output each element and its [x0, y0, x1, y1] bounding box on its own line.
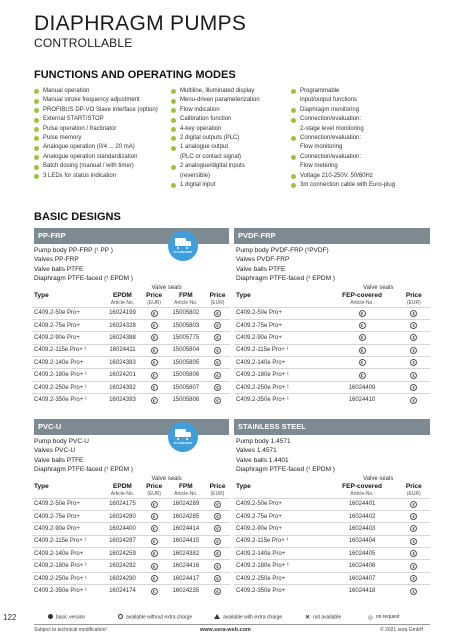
- price-on-request-icon: €: [214, 310, 221, 317]
- spec-line: Diaphragm PTFE-faced (¹ EPDM ): [236, 465, 335, 473]
- feature-item: Calibration function: [171, 115, 260, 124]
- spec-line: Diaphragm PTFE-faced (¹ EPDM ): [236, 274, 335, 282]
- price-on-request-icon: €: [410, 525, 417, 532]
- bullet-dot-icon: [34, 165, 39, 170]
- table-subheader-row: Article-No. (EUR): [350, 299, 421, 306]
- spec-line: Diaphragm PTFE-faced (¹ EPDM ): [34, 465, 133, 473]
- bullet-dot-icon: [34, 155, 39, 160]
- filled-dot-icon: [48, 614, 53, 619]
- feature-item: Pulse operation / fractinator: [34, 125, 158, 134]
- price-on-request-icon: €: [214, 322, 221, 329]
- bullet-dot-icon: [171, 99, 176, 104]
- panel-header-pvc-u: [34, 419, 229, 435]
- price-on-request-icon: €: [410, 310, 417, 317]
- website-link[interactable]: www.sera-web.com: [200, 627, 251, 633]
- table-row: C409.2-250e Pro+ 16024407 €: [234, 572, 430, 584]
- table-row: C409.2-180e Pro+ ¹ € €: [234, 369, 430, 381]
- price-on-request-icon: €: [214, 588, 221, 595]
- price-on-request-icon: €: [214, 550, 221, 557]
- table-row: C409.2-250e Pro+ ¹ 16024290 € 16024417 €: [32, 572, 230, 584]
- table-row: C409.2-90e Pro+ 16024388 € 15005775 €: [32, 332, 230, 344]
- feature-item: 4-key operation: [171, 125, 260, 134]
- price-on-request-icon: €: [151, 575, 158, 582]
- spec-line: Valves PP-FRP: [34, 256, 79, 264]
- table-row: C409.2-180e Pro+ ¹ 16024201 € 15005806 €: [32, 369, 230, 381]
- price-on-request-icon: €: [151, 397, 158, 404]
- price-on-request-icon: €: [410, 588, 417, 595]
- bullet-dot-icon: [171, 165, 176, 170]
- table-row: C409.2-90e Pro+ € €: [234, 332, 430, 344]
- bullet-dot-icon: [34, 174, 39, 179]
- feature-item: PROFIBUS DP-VO Slave interface (option): [34, 106, 158, 115]
- features-column-1: [34, 87, 158, 181]
- price-on-request-icon: €: [151, 513, 158, 520]
- table-row: C409.2-350e Pro+ ¹ 16024410 €: [234, 394, 430, 406]
- price-on-request-icon: €: [410, 575, 417, 582]
- table-row: C409.2-180e Pro+ ¹ 16024406 €: [234, 560, 430, 572]
- feature-item: input/output functions: [300, 97, 358, 104]
- price-on-request-icon: €: [410, 384, 417, 391]
- feature-item: Connection/evaluation:: [291, 134, 395, 143]
- table-row: C409.2-75e Pro+ 16024402 €: [234, 510, 430, 522]
- feature-item: Flow indication: [171, 106, 260, 115]
- table-subheader-row: Article-No. (EUR) Article-No. (EUR): [110, 299, 225, 306]
- price-on-request-icon: €: [359, 347, 366, 354]
- price-on-request-icon: €: [410, 550, 417, 557]
- page-title: DIAPHRAGM PUMPS: [34, 12, 247, 35]
- bullet-dot-icon: [34, 118, 39, 123]
- table-row: C409.2-115e Pro+ ¹ € €: [234, 344, 430, 356]
- price-on-request-icon: €: [151, 538, 158, 545]
- feature-item: 1 analogue output: [171, 143, 260, 152]
- table-row: C409.2-90e Pro+ 16024400 € 16024414 €: [32, 523, 230, 535]
- page-number: 122: [3, 613, 17, 622]
- feature-item: 1 digital input: [171, 181, 260, 190]
- table-row: C409.2-75e Pro+ 16024328 € 15005803 €: [32, 319, 230, 331]
- price-on-request-icon: €: [214, 513, 221, 520]
- table-row: C409.2-250e Pro+ ¹ 16024409 €: [234, 381, 430, 393]
- basic-designs-heading: BASIC DESIGNS: [34, 211, 121, 223]
- bullet-dot-icon: [34, 146, 39, 151]
- price-on-request-icon: €: [214, 525, 221, 532]
- bullet-dot-icon: [34, 99, 39, 104]
- feature-item: Analogue operation (0/4 ... 20 mA): [34, 143, 158, 152]
- price-on-request-icon: €: [214, 538, 221, 545]
- features-column-3: [291, 87, 395, 190]
- spec-line: Valve balls PTFE: [236, 265, 286, 273]
- price-on-request-icon: €: [410, 372, 417, 379]
- copyright: © 2021 sera GmbH: [380, 627, 424, 633]
- table-row: C409.2-140e Pro+ 16024259 € 16024382 €: [32, 548, 230, 560]
- price-on-request-icon: €: [214, 397, 221, 404]
- feature-item: 3m connection cable with Euro-plug: [291, 181, 395, 190]
- table-row: C409.2-50e Pro+ 16024199 € 15005802 €: [32, 307, 230, 319]
- table-row: C409.2-50e Pro+ 16024175 € 16024289 €: [32, 498, 230, 510]
- table-row: C409.2-350e Pro+ ¹ 16024393 € 15005808 €: [32, 394, 230, 406]
- spec-line: Valve balls PTFE: [34, 265, 84, 273]
- bullet-dot-icon: [171, 118, 176, 123]
- price-table-pvc-u: [32, 475, 230, 597]
- price-on-request-icon: €: [214, 501, 221, 508]
- table-row: C409.2-90e Pro+ 16024403 €: [234, 523, 430, 535]
- feature-item: Multiline, illuminated display: [171, 87, 260, 96]
- price-on-request-icon: €: [410, 359, 417, 366]
- price-on-request-icon: €: [410, 334, 417, 341]
- feature-item: Manual stroke frequency adjustment: [34, 96, 158, 105]
- price-on-request-icon: €: [359, 372, 366, 379]
- table-subheader-row: Article-No. (EUR) Article-No. (EUR): [110, 490, 225, 497]
- disclaimer: Subject to technical modification!: [34, 627, 107, 633]
- spec-line: Pump body PVDF-FRP (¹PVDF): [236, 247, 329, 254]
- table-row: C409.2-180e Pro+ ¹ 16024292 € 16024416 €: [32, 560, 230, 572]
- price-on-request-icon: €: [214, 575, 221, 582]
- price-on-request-icon: €: [151, 384, 158, 391]
- price-on-request-icon: €: [214, 372, 221, 379]
- feature-item: Menu-driven parameterization: [171, 96, 260, 105]
- price-table-pp-frp: [32, 284, 230, 406]
- price-table-stainless-steel: [234, 475, 430, 597]
- spec-block-pvc-u: [34, 437, 133, 474]
- features-heading: FUNCTIONS AND OPERATING MODES: [34, 69, 236, 81]
- feature-item: Connection/evaluation:: [291, 115, 395, 124]
- price-on-request-icon: €: [410, 347, 417, 354]
- price-on-request-icon: €: [410, 501, 417, 508]
- spec-block-pvdf-frp: [236, 246, 335, 283]
- spec-line: Diaphragm PTFE-faced (¹ EPDM ): [34, 274, 133, 282]
- legend-available-extra: available with extra charge: [214, 614, 282, 621]
- panel-title: PVDF-FRP: [238, 231, 276, 240]
- feature-item: External START/STOP: [34, 115, 158, 124]
- table-valve-seals-row: Valve seals: [363, 284, 394, 291]
- delivery-badge-label: 24 h DELIVERY: [173, 251, 193, 254]
- bullet-dot-icon: [171, 136, 176, 141]
- price-on-request-icon: €: [151, 525, 158, 532]
- feature-item: Flow metering: [300, 163, 338, 170]
- table-row: C409.2-350e Pro+ 16024418 €: [234, 585, 430, 597]
- table-row: C409.2-50e Pro+ 16024401 €: [234, 498, 430, 510]
- bullet-dot-icon: [291, 89, 296, 94]
- feature-item: Analogue operation standardization: [34, 153, 158, 162]
- table-row: C409.2-115e Pro+ ¹ 16024404 €: [234, 535, 430, 547]
- price-on-request-icon: €: [151, 372, 158, 379]
- table-row: C409.2-75e Pro+ 16024280 € 16024285 €: [32, 510, 230, 522]
- price-on-request-icon: €: [359, 322, 366, 329]
- bullet-dot-icon: [171, 108, 176, 113]
- spec-block-pp-frp: [34, 246, 133, 283]
- legend-not-available: ✕ not available: [305, 614, 342, 621]
- feature-item: Manual operation: [34, 87, 158, 96]
- bullet-dot-icon: [34, 127, 39, 132]
- price-on-request-icon: €: [410, 513, 417, 520]
- table-valve-seals-row: Valve seals: [151, 284, 182, 291]
- table-row: C409.2-140e Pro+ 16024405 €: [234, 548, 430, 560]
- feature-item: 2-stage level monitoring: [300, 125, 364, 132]
- panel-title: STAINLESS STEEL: [238, 422, 306, 431]
- bullet-dot-icon: [291, 155, 296, 160]
- spec-line: Valve balls PTFE: [34, 456, 84, 464]
- panel-header-pp-frp: [34, 228, 229, 244]
- panel-title: PVC-U: [38, 422, 62, 431]
- price-on-request-icon: €: [410, 397, 417, 404]
- spec-line: Pump body PVC-U: [34, 438, 89, 445]
- price-on-request-icon: €: [151, 359, 158, 366]
- price-on-request-icon: €: [151, 310, 158, 317]
- feature-item: Voltage 210-250V, 50/60Hz: [291, 172, 395, 181]
- bullet-dot-icon: [291, 118, 296, 123]
- table-header-row: Type FEP-covered Price: [236, 291, 422, 299]
- legend-on-request: ◎ on request: [368, 614, 400, 621]
- price-on-request-icon: €: [214, 359, 221, 366]
- table-row: C409.2-75e Pro+ € €: [234, 319, 430, 331]
- panel-title: PP-FRP: [38, 231, 66, 240]
- bullet-dot-icon: [171, 146, 176, 151]
- table-valve-seals-row: Valve seals: [151, 475, 182, 482]
- feature-item: 2 analogue/digital inputs: [171, 162, 260, 171]
- bullet-dot-icon: [291, 174, 296, 179]
- request-icon: ◎: [368, 614, 373, 621]
- price-on-request-icon: €: [214, 334, 221, 341]
- table-row: C409.2-140e Pro+ € €: [234, 357, 430, 369]
- spec-line: Pump body 1.4571: [236, 438, 291, 445]
- price-on-request-icon: €: [214, 384, 221, 391]
- spec-line: Valves 1.4571: [236, 447, 277, 455]
- table-header-row: Type EPDM Price FPM Price: [34, 482, 226, 490]
- price-on-request-icon: €: [151, 588, 158, 595]
- price-on-request-icon: €: [410, 538, 417, 545]
- table-row: C409.2-115e Pro+ ¹ 16024287 € 16024415 €: [32, 535, 230, 547]
- table-row: C409.2-350e Pro+ ¹ 16024174 € 16024235 €: [32, 585, 230, 597]
- footer-divider: [34, 624, 430, 625]
- bullet-dot-icon: [291, 183, 296, 188]
- empty-circle-icon: [118, 614, 123, 619]
- bullet-dot-icon: [171, 89, 176, 94]
- price-on-request-icon: €: [151, 550, 158, 557]
- delivery-badge-label: 24 h DELIVERY: [173, 442, 193, 445]
- price-on-request-icon: €: [410, 322, 417, 329]
- legend-available-free: available without extra charge: [118, 614, 192, 621]
- spec-line: Valves PVC-U: [34, 447, 76, 455]
- bullet-dot-icon: [291, 108, 296, 113]
- price-on-request-icon: €: [359, 334, 366, 341]
- price-on-request-icon: €: [359, 359, 366, 366]
- price-on-request-icon: €: [214, 347, 221, 354]
- bullet-dot-icon: [291, 136, 296, 141]
- price-table-pvdf-frp: [234, 284, 430, 406]
- table-row: C409.2-50e Pro+ € €: [234, 307, 430, 319]
- x-icon: ✕: [305, 615, 311, 621]
- legend-basic-version: basic version: [48, 614, 85, 621]
- price-on-request-icon: €: [151, 334, 158, 341]
- spec-line: Valves PVDF-FRP: [236, 256, 290, 264]
- feature-item: Pulse memory: [34, 134, 158, 143]
- bullet-dot-icon: [34, 89, 39, 94]
- feature-item: (PLC or contact signal): [180, 153, 242, 160]
- table-row: C409.2-115e Pro+ ¹ 16024411 € 15005804 €: [32, 344, 230, 356]
- bullet-dot-icon: [34, 136, 39, 141]
- table-header-row: Type FEP-covered Price: [236, 482, 422, 490]
- table-valve-seals-row: Valve seals: [363, 475, 394, 482]
- spec-line: Pump body PP-FRP (¹ PP ): [34, 247, 113, 254]
- features-column-2: [171, 87, 260, 190]
- table-header-row: Type EPDM Price FPM Price: [34, 291, 226, 299]
- feature-item: Diaphragm monitoring: [291, 106, 395, 115]
- price-on-request-icon: €: [410, 563, 417, 570]
- table-row: C409.2-140e Pro+ 16024383 € 15005805 €: [32, 357, 230, 369]
- feature-item: (reversible): [180, 172, 211, 179]
- page-subtitle: CONTROLLABLE: [34, 36, 133, 50]
- panel-header-stainless-steel: [234, 419, 430, 435]
- bullet-dot-icon: [34, 108, 39, 113]
- feature-item: Programmable: [291, 87, 395, 96]
- price-on-request-icon: €: [151, 347, 158, 354]
- price-on-request-icon: €: [151, 501, 158, 508]
- delivery-truck-icon: [168, 231, 198, 261]
- feature-item: 2 digital outputs (PLC): [171, 134, 260, 143]
- bullet-dot-icon: [171, 183, 176, 188]
- table-subheader-row: Article-No. (EUR): [350, 490, 421, 497]
- spec-line: Valve balls 1.4401: [236, 456, 289, 464]
- feature-item: 3 LEDs for status indication: [34, 172, 158, 181]
- price-on-request-icon: €: [214, 563, 221, 570]
- price-on-request-icon: €: [151, 322, 158, 329]
- feature-item: Connection/evaluation:: [291, 153, 395, 162]
- table-row: C409.2-250e Pro+ ¹ 16024392 € 15005807 €: [32, 381, 230, 393]
- bullet-dot-icon: [171, 127, 176, 132]
- price-on-request-icon: €: [359, 310, 366, 317]
- triangle-icon: [214, 614, 220, 619]
- spec-block-stainless-steel: [236, 437, 335, 474]
- feature-item: Flow monitoring: [300, 144, 343, 151]
- feature-item: Batch dosing (manual / with timer): [34, 162, 158, 171]
- panel-header-pvdf-frp: [234, 228, 430, 244]
- delivery-truck-icon: [168, 422, 198, 452]
- price-on-request-icon: €: [151, 563, 158, 570]
